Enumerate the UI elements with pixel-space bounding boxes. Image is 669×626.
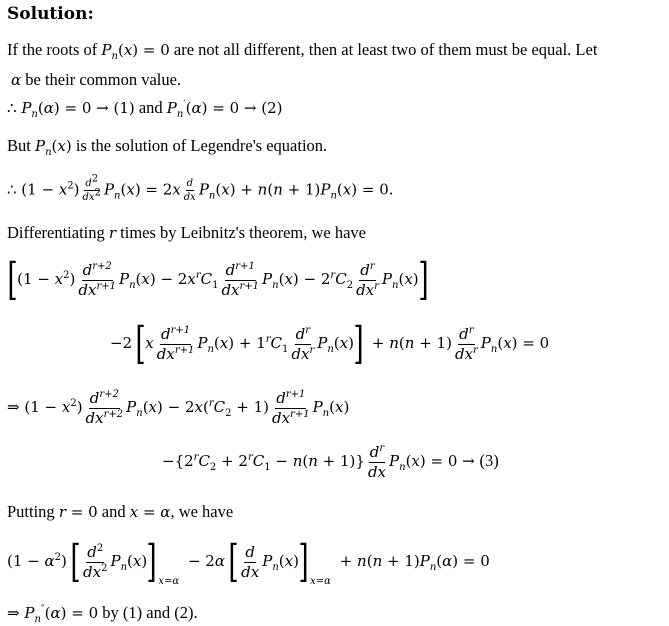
text: times by Leibnitz's theorem, we have bbox=[120, 223, 366, 242]
text: and bbox=[138, 98, 163, 117]
simplified-equation-part-2: $-\{2^rC_2 + 2^rC_1 - n(n + 1)\}$ $\frac{d^r}{dx}$ $P_n(x) = 0 \to (3)$ bbox=[162, 443, 499, 481]
leibnitz-equation-part-2: −2[x $\frac{d^{r+1}}{dx^{r+1}}$ $P_n(x) + 1^rC_1$ $\frac{d^r}{dx^r}$ $P_n(x)] + n(n + 1)$ $\frac{d^r}{dx^r}$ $P_n(x) = 0$ bbox=[110, 318, 550, 369]
equation-line-3 bbox=[7, 98, 283, 120]
text: If the roots of bbox=[7, 40, 98, 59]
math-x-eq-alpha: x = α bbox=[129, 503, 171, 521]
equation-label-3: (3) bbox=[479, 451, 499, 470]
solution-heading bbox=[7, 6, 94, 23]
paragraph-line-6 bbox=[7, 225, 366, 242]
text: Putting bbox=[7, 502, 55, 521]
paragraph-line-4 bbox=[7, 136, 328, 158]
eval-subscript: x=α bbox=[158, 576, 180, 587]
simplified-equation-part-1: ⇒ $(1 - x^2)$ $\frac{d^{r+2}}{dx^{r+2}}$ $P_n(x) - 2x(^rC_2 + 1)$ $\frac{d^{r+1}}{dx^{r+1}}$ $P_n(x)$ bbox=[7, 389, 350, 427]
text: are not all different, then at least two of them must be equal. Let bbox=[173, 40, 598, 59]
text: by (1) and (2). bbox=[102, 603, 198, 622]
leibnitz-equation-part-1: [$(1 - x^2)$ $\frac{d^{r+2}}{dx^{r+1}}$ $P_n(x) - 2x^rC_1$ $\frac{d^{r+1}}{dx^{r+1}}$ $P_n(x) - 2^rC_2$ $\frac{d^r}{dx^r}$ $P_n(x)$] bbox=[7, 254, 429, 305]
text: , we have bbox=[170, 502, 234, 521]
text: and bbox=[101, 502, 126, 521]
text: is the solution of Legendre's equation. bbox=[75, 136, 328, 155]
paragraph-line-11 bbox=[7, 504, 233, 521]
math-pn-x: $P_n(x)$ bbox=[34, 137, 72, 158]
evaluated-equation: $(1 - \alpha^2)$[ $\frac{d^2}{dx^2}$ $P_n(x)]_{x=\alpha} - 2\alpha$[ $\frac{d}{dx}$ $P_n(x)]_{x=\alpha} + n(n + 1)P_n(\alpha) = 0$ bbox=[7, 536, 490, 587]
math-alpha: α bbox=[11, 71, 22, 89]
text: But bbox=[7, 136, 31, 155]
math-r-eq-0: r = 0 bbox=[58, 503, 98, 521]
heading-text: Solution: bbox=[7, 4, 94, 24]
eval-subscript: x=α bbox=[310, 576, 331, 587]
math-eq-2: $P_n'(\alpha) = 0 \to (2)$ bbox=[166, 99, 283, 120]
math-r: r bbox=[108, 224, 117, 242]
math-pn-x-eq-0: $P_n(x) = 0$ bbox=[101, 41, 170, 62]
math-pn-double-prime: ⇒ $P_n''(\alpha) = 0$ bbox=[7, 604, 99, 625]
text: Differentiating bbox=[7, 223, 105, 242]
legendre-equation: ∴ $(1 - x^2)$ $\frac{d^2}{dx^2}$ $P_n(x) = 2x$ $\frac{d}{dx}$ $P_n(x) + n(n + 1)P_n(x) = 0$. bbox=[7, 173, 394, 203]
paragraph-line-1 bbox=[7, 40, 598, 62]
text: be their common value. bbox=[25, 70, 182, 89]
math-eq-1-2: ∴ $P_n(\alpha) = 0 \to (1)$ bbox=[7, 99, 135, 120]
paragraph-line-2 bbox=[11, 72, 181, 89]
conclusion-line bbox=[7, 603, 198, 625]
